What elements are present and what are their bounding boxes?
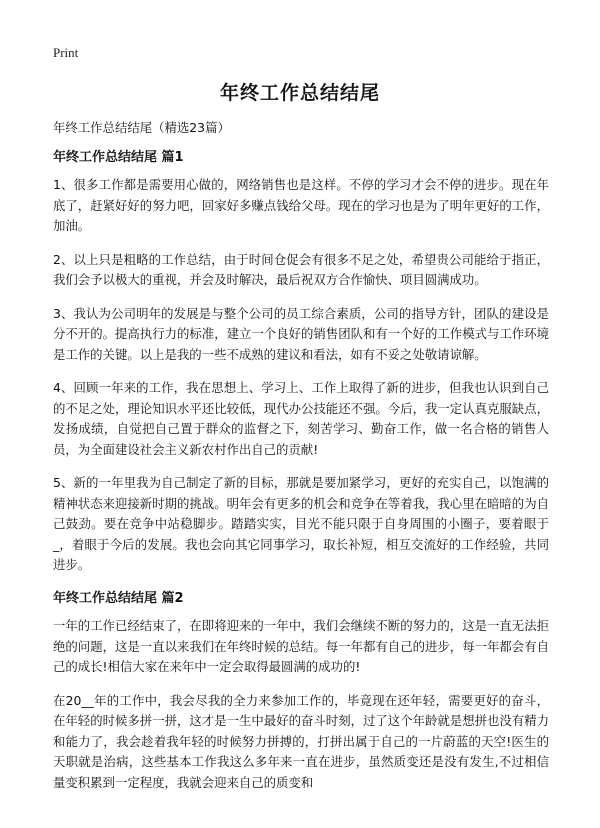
paragraph: 3、我认为公司明年的发展是与整个公司的员工综合素质，公司的指导方针，团队的建设是分不开的。提高执行力的标准，建立一个良好的销售团队和有一个好的工作模式与工作环境是工作的关键。以上是我的一些不成熟的建议和看法，如有不妥之处敬请谅解。	[53, 305, 549, 362]
paragraph: 一年的工作已经结束了，在即将迎来的一年中，我们会继续不断的努力的，这是一直无法拒绝的问题，这是一直以来我们在年终时候的总结。每一年都有自己的进步，每一年都会有自己的成长!相信大家在来年中一定会取得最圆满的成功的!	[53, 618, 549, 674]
section-heading-1: 年终工作总结结尾 篇1	[53, 149, 184, 165]
paragraph: 1、很多工作都是需要用心做的，网络销售也是这样。不停的学习才会不停的进步。现在年底了，赶紧好好的努力吧，回家好多赚点钱给父母。现在的学习也是为了明年更好的工作，加油。	[53, 177, 549, 233]
paragraph: 4、回顾一年来的工作，我在思想上、学习上、工作上取得了新的进步，但我也认识到自己的不足之处，理论知识水平还比较低，现代办公技能还不强。今后，我一定认真克服缺点，发扬成绩，自觉把自己置于群众的监督之下，刻苦学习、勤奋工作，做一名合格的销售人员，为全面建设社会主义新农村作出自己的贡献!	[53, 380, 549, 457]
print-link[interactable]: Print	[53, 45, 79, 60]
paragraph: 5、新的一年里我为自己制定了新的目标，那就是要加紧学习，更好的充实自己，以饱满的精神状态来迎接新时期的挑战。明年会有更多的机会和竞争在等着我，我心里在暗暗的为自己鼓劲。要在竞争中站稳脚步。踏踏实实，目光不能只限于自身周围的小圈子，要着眼于_，着眼于今后的发展。我也会向其它同事学习，取长补短，相互交流好的工作经验，共同进步。	[53, 475, 549, 572]
paragraph: 在20__年的工作中，我会尽我的全力来参加工作的，毕竟现在还年轻，需要更好的奋斗，在年轻的时候多拼一拼，这才是一生中最好的奋斗时刻，过了这个年龄就是想拼也没有精力和能力了，我会趁着我年轻的时候努力拼搏的，打拼出属于自己的一片蔚蓝的天空!医生的天职就是治病，这些基本工作我这么多年来一直在进步，虽然质变还是没有发生,不过相信量变积累到一定程度，我就会迎来自己的质变和	[53, 692, 549, 790]
page-title: 年终工作总结结尾	[219, 82, 380, 104]
document-subtitle: 年终工作总结结尾（精选23篇）	[53, 120, 230, 135]
document-body	[53, 118, 549, 806]
paragraph: 2、以上只是粗略的工作总结，由于时间仓促会有很多不足之处，希望贵公司能给于指正，我们会予以极大的重视，并会及时解决，最后祝双方合作愉快、项目圆满成功。	[53, 251, 549, 287]
section-heading-2: 年终工作总结结尾 篇2	[53, 590, 184, 606]
